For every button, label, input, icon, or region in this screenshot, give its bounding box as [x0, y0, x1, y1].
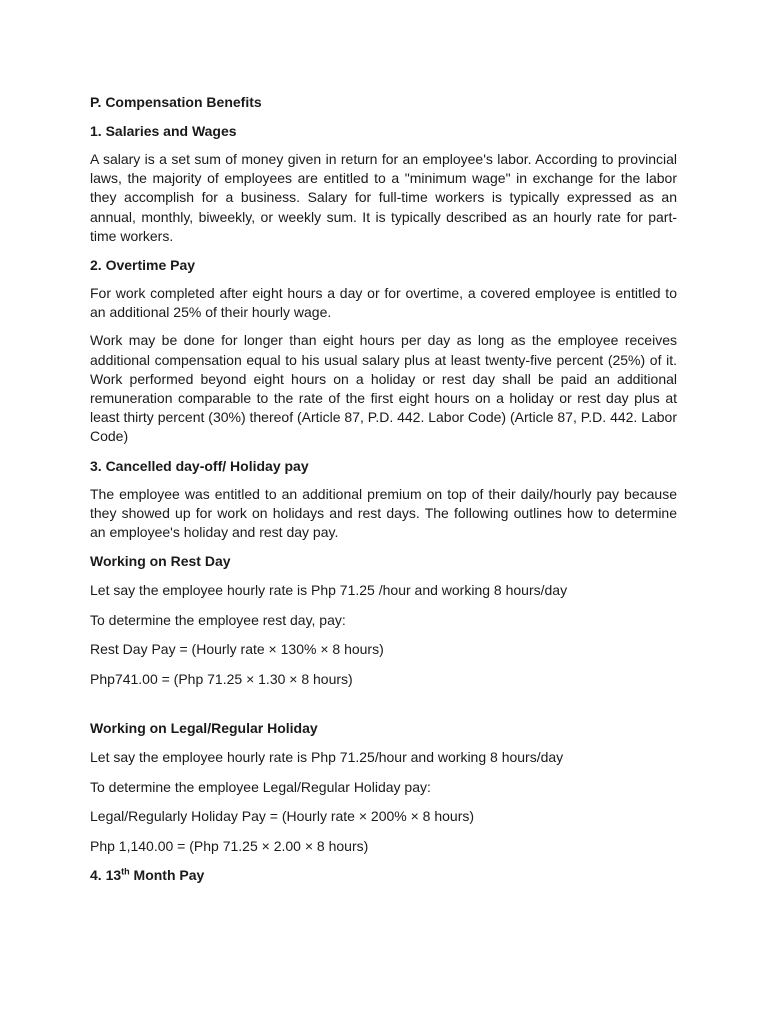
heading-13th-month-pay — [90, 865, 677, 885]
holiday-formula: Legal/Regularly Holiday Pay = (Hourly rate × 200% × 8 hours) — [90, 808, 475, 825]
rest-day-line-1: Let say the employee hourly rate is Php 71.25 /hour and working 8 hours/day — [90, 582, 568, 599]
section-title: P. Compensation Benefits — [90, 94, 262, 110]
rest-day-example: Php741.00 = (Php 71.25 × 1.30 × 8 hours) — [90, 670, 353, 687]
rest-day-formula: Rest Day Pay = (Hourly rate × 130% × 8 hours) — [90, 641, 384, 658]
paragraph-overtime-2: Work may be done for longer than eight hours per day as long as the employee receives additional compensation equal to his usual salary plus at least twenty-five percent (25%) of it. Work performed beyond eight hours on a holiday or rest day shall be paid an additional remuneration comparable to the rate of the first eight hours on a holiday or rest day plus at least thirty percent (30%) thereof (Article 87, P.D. 442. Labor Code) (Article 87, P.D. 442. Labor Code) — [90, 332, 678, 445]
paragraph-salaries: A salary is a set sum of money given in return for an employee's labor. According to provincial laws, the majority of employees are entitled to a "minimum wage" in exchange for the labor they accomplish for a business. Salary for full-time workers is typically expressed as an annual, monthly, biweekly, or weekly sum. It is typically described as an hourly rate for part-time workers. — [90, 151, 677, 244]
heading-salaries-and-wages: 1. Salaries and Wages — [90, 123, 237, 139]
paragraph-overtime-1: For work completed after eight hours a day or for overtime, a covered employee is entitled to an additional 25% of their hourly wage. — [90, 285, 677, 321]
heading-13th-superscript: th — [121, 866, 130, 877]
holiday-example: Php 1,140.00 = (Php 71.25 × 2.00 × 8 hours) — [90, 837, 369, 854]
heading-holiday-pay: 3. Cancelled day-off/ Holiday pay — [90, 457, 309, 474]
heading-13th-prefix: 4. 13 — [90, 867, 122, 884]
spacer — [90, 698, 677, 718]
subheading-legal-holiday: Working on Legal/Regular Holiday — [90, 720, 318, 737]
paragraph-holiday-pay: The employee was entitled to an additional premium on top of their daily/hourly pay because they showed up for work on holidays and rest days. The following outlines how to determine an employee's holiday and rest day pay. — [90, 485, 677, 541]
subheading-rest-day: Working on Rest Day — [90, 553, 231, 570]
rest-day-line-2: To determine the employee rest day, pay: — [90, 611, 346, 628]
heading-overtime-pay: 2. Overtime Pay — [90, 257, 196, 274]
document-page — [90, 92, 677, 894]
holiday-line-2: To determine the employee Legal/Regular Holiday pay: — [90, 778, 431, 795]
holiday-line-1: Let say the employee hourly rate is Php 71.25/hour and working 8 hours/day — [90, 749, 564, 766]
heading-13th-suffix: Month Pay — [129, 867, 205, 884]
